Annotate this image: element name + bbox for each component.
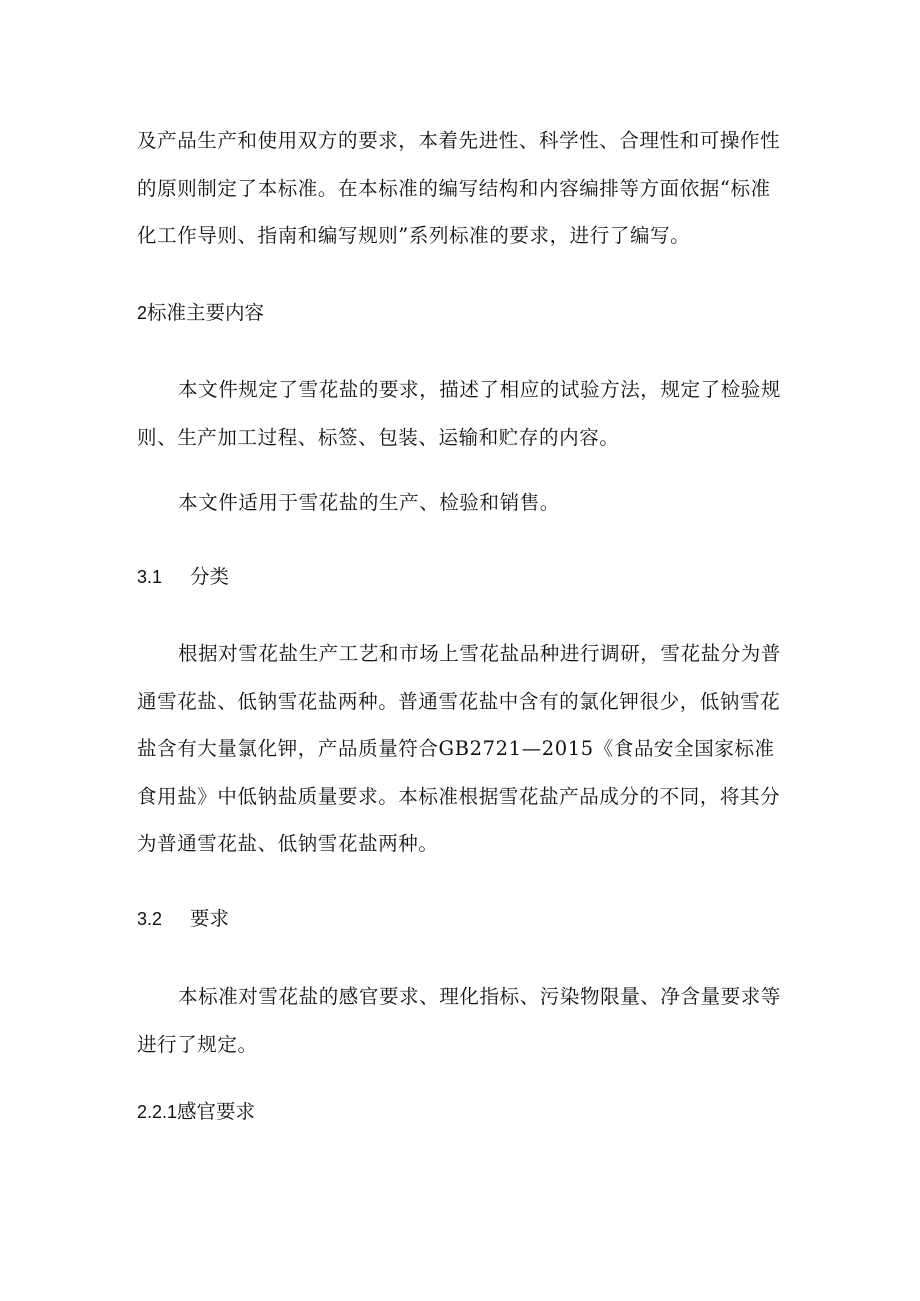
- section-title: 要求: [190, 907, 230, 930]
- section-heading-3-2: [137, 904, 229, 934]
- section-heading-3-1: [137, 562, 229, 592]
- section-title: 分类: [190, 565, 230, 588]
- section-heading-2: [137, 298, 264, 328]
- section-number: 2.2.1: [137, 1102, 178, 1122]
- section-title: 标准主要内容: [147, 301, 265, 324]
- section-number: 3.2: [137, 909, 163, 929]
- paragraph-scope-1: 本文件规定了雪花盐的要求，描述了相应的试验方法，规定了检验规则、生产加工过程、标签、包装、运输和贮存的内容。: [137, 378, 782, 449]
- paragraph-intro: 及产品生产和使用双方的要求，本着先进性、科学性、合理性和可操作性的原则制定了本标准。在本标准的编写结构和内容编排等方面依据“标准化工作导则、指南和编写规则”系列标准的要求，进行了编写。: [137, 129, 781, 247]
- section-heading-2-2-1: [137, 1097, 255, 1127]
- section-title: 感官要求: [177, 1100, 256, 1123]
- section-number: 2: [137, 303, 148, 323]
- paragraph-scope-2: 本文件适用于雪花盐的生产、检验和销售。: [178, 491, 560, 514]
- section-number: 3.1: [137, 567, 163, 587]
- paragraph-requirements: 本标准对雪花盐的感官要求、理化指标、污染物限量、净含量要求等进行了规定。: [137, 985, 782, 1056]
- paragraph-classification: 根据对雪花盐生产工艺和市场上雪花盐品种进行调研，雪花盐分为普通雪花盐、低钠雪花盐两种。普通雪花盐中含有的氯化钾很少，低钠雪花盐含有大量氯化钾，产品质量符合GB2721—2015《食品安全国家标准食用盐》中低钠盐质量要求。本标准根据雪花盐产品成分的不同，将其分为普通雪花盐、低钠雪花盐两种。: [137, 642, 782, 855]
